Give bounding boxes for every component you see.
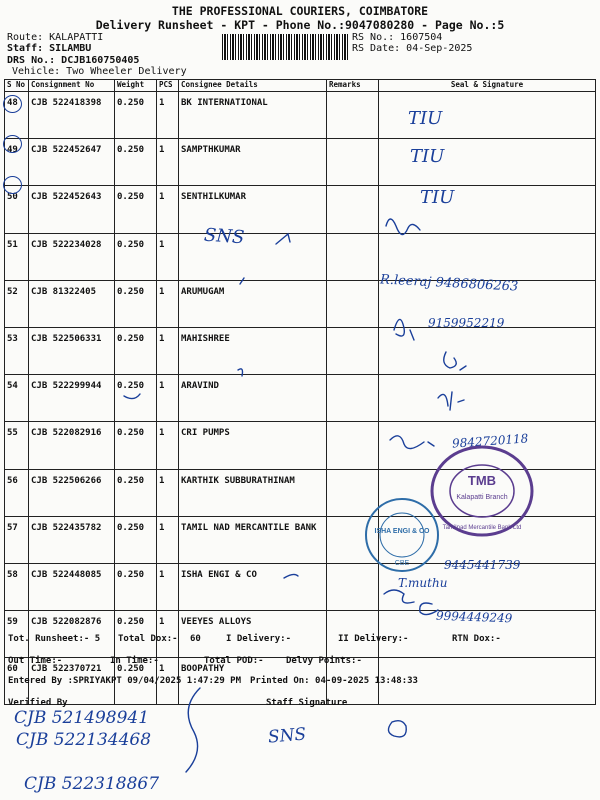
sno-cell: 48 <box>5 92 29 139</box>
printed-on: Printed On: 04-09-2025 13:48:33 <box>250 676 418 686</box>
signature-mark <box>240 278 244 284</box>
weight-cell: 0.250 <box>115 422 157 469</box>
sno-cell: 54 <box>5 375 29 422</box>
weight-cell: 0.250 <box>115 469 157 516</box>
pcs-cell: 1 <box>157 233 179 280</box>
sno-cell: 58 <box>5 563 29 610</box>
signature-sns: SNS <box>203 224 246 249</box>
pcs-cell: 1 <box>157 469 179 516</box>
verified-consignment: CJB 522318867 <box>24 774 160 794</box>
weight-cell: 0.250 <box>115 280 157 327</box>
drs-number: DRS No.: DCJB160750405 <box>7 55 140 66</box>
out-time: Out Time:- <box>8 656 63 666</box>
consignment-cell: CJB 522234028 <box>29 233 115 280</box>
weight-cell: 0.250 <box>115 233 157 280</box>
stamp-text: Kalapatti Branch <box>456 494 508 501</box>
col-remarks: Remarks <box>327 80 379 92</box>
bank-stamp <box>430 445 534 537</box>
signature-mark <box>386 219 420 235</box>
signature-mark <box>276 234 290 244</box>
consignee-cell: BK INTERNATIONAL <box>179 92 327 139</box>
consignment-cell: CJB 81322405 <box>29 280 115 327</box>
sno-cell: 55 <box>5 422 29 469</box>
stamp-text: Tamilnad Mercantile Bank Ltd <box>442 525 522 531</box>
consignee-cell: ARAVIND <box>179 375 327 422</box>
runsheet-subtitle: Delivery Runsheet - KPT - Phone No.:9047080280 - Page No.:5 <box>95 18 505 32</box>
isha-stamp <box>362 495 442 575</box>
total-pod: Total POD:- <box>204 656 264 666</box>
consignee-cell: SAMPTHKUMAR <box>179 139 327 186</box>
delvy-points: Delvy Points:- <box>286 656 362 666</box>
consignment-cell: CJB 522506266 <box>29 469 115 516</box>
pcs-cell: 1 <box>157 139 179 186</box>
col-weight: Weight <box>115 80 157 92</box>
weight-cell: 0.250 <box>115 92 157 139</box>
consignee-cell: KARTHIK SUBBURATHINAM <box>179 469 327 516</box>
consignee-cell: SENTHILKUMAR <box>179 186 327 233</box>
consignee-cell: VEEYES ALLOYS <box>179 611 327 658</box>
weight-cell: 0.250 <box>115 658 157 705</box>
col-seal-signature: Seal & Signature <box>379 80 596 92</box>
recipient-phone: R.leeraj 9486806263 <box>379 272 519 295</box>
route-label: Route: KALAPATTI <box>7 32 104 43</box>
consignment-cell: CJB 522452643 <box>29 186 115 233</box>
signature-mark <box>444 352 466 370</box>
i-delivery: I Delivery:- <box>226 634 292 644</box>
pcs-cell: 1 <box>157 280 179 327</box>
vehicle-label: Vehicle: Two Wheeler Delivery <box>12 66 187 77</box>
sno-cell: 51 <box>5 233 29 280</box>
pcs-cell: 1 <box>157 327 179 374</box>
company-title: THE PROFESSIONAL COURIERS, COIMBATORE <box>171 4 429 18</box>
signature-mark <box>394 319 414 340</box>
pcs-cell: 1 <box>157 516 179 563</box>
verified-by-label: Verified By <box>8 698 68 708</box>
consignment-cell: CJB 522435782 <box>29 516 115 563</box>
consignee-cell: TAMIL NAD MERCANTILE BANK <box>179 516 327 563</box>
total-dox-label: Total Dox:- <box>118 634 178 644</box>
consignment-cell: CJB 522370721 <box>29 658 115 705</box>
weight-cell: 0.250 <box>115 186 157 233</box>
consignment-cell: CJB 522452647 <box>29 139 115 186</box>
consignment-cell: CJB 522418398 <box>29 92 115 139</box>
pcs-cell: 1 <box>157 611 179 658</box>
rtn-dox: RTN Dox:- <box>452 634 501 644</box>
weight-cell: 0.250 <box>115 327 157 374</box>
consignee-cell: BOOPATHY <box>179 658 327 705</box>
verified-consignment: CJB 522134468 <box>16 730 152 750</box>
stamp-text: CBE <box>394 560 410 567</box>
sno-cell: 52 <box>5 280 29 327</box>
pcs-cell: 1 <box>157 563 179 610</box>
consignee-cell: CRI PUMPS <box>179 422 327 469</box>
sno-cell: 56 <box>5 469 29 516</box>
col-sno: S No <box>5 80 29 92</box>
consignment-cell: CJB 522506331 <box>29 327 115 374</box>
weight-cell: 0.250 <box>115 139 157 186</box>
pcs-cell: 1 <box>157 422 179 469</box>
recipient-phone: 9994449249 <box>435 608 513 626</box>
sno-cell: 60 <box>5 658 29 705</box>
staff-signature-label: Staff Signature <box>266 698 348 708</box>
signature-mark <box>388 721 406 737</box>
signature-tiu: TIU <box>420 187 455 208</box>
verified-consignment: CJB 521498941 <box>14 708 150 728</box>
pcs-cell: 1 <box>157 375 179 422</box>
col-consignment: Consignment No <box>29 80 115 92</box>
signature-mark <box>124 394 140 399</box>
footer-signature-sns: SNS <box>267 724 307 748</box>
staff-label: Staff: SILAMBU <box>7 43 92 54</box>
recipient-phone: 9159952219 <box>428 316 505 330</box>
weight-cell: 0.250 <box>115 563 157 610</box>
stamp-text: ISHA ENGI & CO <box>374 528 430 535</box>
consignment-cell: CJB 522082916 <box>29 422 115 469</box>
stamp-text: TMB <box>467 473 497 488</box>
rs-date: RS Date: 04-Sep-2025 <box>352 43 473 54</box>
signature-mark <box>186 688 200 772</box>
ii-delivery: II Delivery:- <box>338 634 409 644</box>
in-time: In Time:- <box>110 656 159 666</box>
recipient-phone: 9842720118 <box>451 431 529 451</box>
consignment-cell: CJB 522299944 <box>29 375 115 422</box>
signature-mark <box>284 574 298 578</box>
recipient-name: T.muthu <box>398 576 448 590</box>
signature-mark <box>384 590 414 603</box>
sno-cell: 57 <box>5 516 29 563</box>
entered-by: Entered By :SPRIYAKPT 09/04/2025 1:47:29 PM <box>8 676 241 686</box>
pcs-cell: 1 <box>157 658 179 705</box>
col-consignee: Consignee Details <box>179 80 327 92</box>
weight-cell: 0.250 <box>115 611 157 658</box>
consignee-cell: ISHA ENGI & CO <box>179 563 327 610</box>
signature-tiu: TIU <box>410 146 445 167</box>
signature-tiu: TIU <box>408 108 443 129</box>
signature-mark <box>390 436 434 449</box>
sno-cell: 49 <box>5 139 29 186</box>
consignee-cell: ARUMUGAM <box>179 280 327 327</box>
sno-cell: 50 <box>5 186 29 233</box>
consignment-cell: CJB 522082876 <box>29 611 115 658</box>
sno-cell: 59 <box>5 611 29 658</box>
sno-cell: 53 <box>5 327 29 374</box>
col-pcs: PCS <box>157 80 179 92</box>
pcs-cell: 1 <box>157 92 179 139</box>
pcs-cell: 1 <box>157 186 179 233</box>
signature-mark <box>438 392 464 410</box>
recipient-phone: 9445441739 <box>444 558 521 572</box>
signature-mark <box>238 369 243 376</box>
consignment-cell: CJB 522448085 <box>29 563 115 610</box>
signature-mark <box>420 603 438 615</box>
weight-cell: 0.250 <box>115 516 157 563</box>
weight-cell: 0.250 <box>115 375 157 422</box>
rs-number: RS No.: 1607504 <box>352 32 443 43</box>
total-dox-value: 60 <box>190 634 201 644</box>
consignee-cell: MAHISHREE <box>179 327 327 374</box>
tot-runsheet: Tot. Runsheet:- 5 <box>8 634 101 644</box>
